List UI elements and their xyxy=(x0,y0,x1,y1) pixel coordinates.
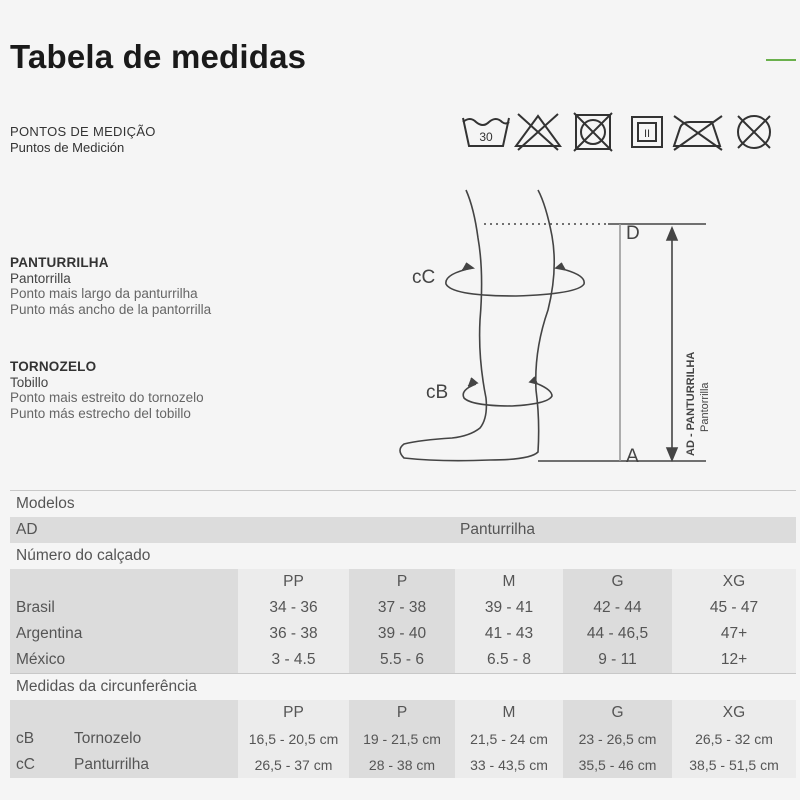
size-header-g: G xyxy=(563,700,672,726)
leg-diagram xyxy=(380,175,800,475)
table-cell: 6.5 - 8 xyxy=(455,647,563,673)
table-cell: 5.5 - 6 xyxy=(349,647,455,673)
table-cell: 35,5 - 46 cm xyxy=(563,752,672,778)
model-name: Panturrilha xyxy=(460,521,535,538)
table-cell: 37 - 38 xyxy=(349,595,455,621)
table-cell: 39 - 41 xyxy=(455,595,563,621)
models-row xyxy=(10,490,796,517)
table-cell: 9 - 11 xyxy=(563,647,672,673)
no-dry-clean-icon xyxy=(738,116,770,148)
circ-code: cC xyxy=(16,756,35,773)
ankle-info xyxy=(10,359,204,421)
label-a: A xyxy=(626,446,639,467)
label-cb: cB xyxy=(426,382,449,403)
vertical-label-light: Pantorrilla xyxy=(699,382,711,432)
country-mexico: México xyxy=(10,647,238,673)
calf-circumference xyxy=(446,268,584,296)
calf-desc-pt: Ponto mais largo da panturrilha xyxy=(10,286,198,301)
circ-code: cB xyxy=(16,730,35,747)
models-label: Modelos xyxy=(16,495,75,512)
table-cell: 26,5 - 37 cm xyxy=(238,752,349,778)
circ-row-label-cc xyxy=(10,752,238,778)
page-title: Tabela de medidas xyxy=(10,38,307,75)
circ-name: Panturrilha xyxy=(74,756,149,773)
calf-arrow-right xyxy=(556,263,566,270)
dry-mark-label: II xyxy=(643,128,651,140)
ankle-title: TORNOZELO xyxy=(10,359,97,374)
no-iron-icon xyxy=(674,116,722,150)
circumference-row xyxy=(10,673,796,700)
wash-temp-label: 30 xyxy=(479,130,493,144)
country-brasil: Brasil xyxy=(10,595,238,621)
calf-title: PANTURRILHA xyxy=(10,255,109,270)
size-header-g: G xyxy=(563,569,672,595)
accent-line xyxy=(766,59,796,61)
table-cell: 21,5 - 24 cm xyxy=(455,726,563,752)
size-header-m: M xyxy=(455,569,563,595)
size-header-xg: XG xyxy=(672,700,796,726)
size-header-pp: PP xyxy=(238,569,349,595)
ankle-desc-pt: Ponto mais estreito do tornozelo xyxy=(10,390,204,405)
measurement-points-subtitle: Puntos de Medición xyxy=(10,140,125,155)
shoe-size-grid xyxy=(10,569,796,673)
table-cell: 3 - 4.5 xyxy=(238,647,349,673)
table-cell: 23 - 26,5 cm xyxy=(563,726,672,752)
table-cell: 26,5 - 32 cm xyxy=(672,726,796,752)
no-bleach-icon xyxy=(516,114,560,150)
circumference-grid xyxy=(10,700,796,778)
no-tumble-dry-icon xyxy=(574,113,612,151)
calf-arrow-left xyxy=(462,263,473,270)
size-header-xg: XG xyxy=(672,569,796,595)
table-cell: 41 - 43 xyxy=(455,621,563,647)
table-cell: 39 - 40 xyxy=(349,621,455,647)
shoe-size-label: Número do calçado xyxy=(16,547,151,564)
calf-desc-es: Punto más ancho de la pantorrilla xyxy=(10,301,212,317)
size-header-pp: PP xyxy=(238,700,349,726)
circ-row-label-cb xyxy=(10,726,238,752)
table-cell: 47+ xyxy=(672,621,796,647)
circumference-label: Medidas da circunferência xyxy=(16,678,197,695)
measurement-points-title: PONTOS DE MEDIÇÃO xyxy=(10,124,156,139)
country-argentina: Argentina xyxy=(10,621,238,647)
circ-name: Tornozelo xyxy=(74,730,142,747)
length-arrow-bottom xyxy=(667,448,677,460)
size-table xyxy=(10,490,796,778)
table-cell: 33 - 43,5 cm xyxy=(455,752,563,778)
ankle-desc-es: Punto más estrecho del tobillo xyxy=(10,405,191,421)
leg-outline xyxy=(400,190,554,461)
wash-30-icon xyxy=(463,118,509,146)
label-cc: cC xyxy=(412,267,436,288)
table-cell: 19 - 21,5 cm xyxy=(349,726,455,752)
size-header-p: P xyxy=(349,700,455,726)
table-cell: 12+ xyxy=(672,647,796,673)
table-cell: 38,5 - 51,5 cm xyxy=(672,752,796,778)
size-header-p: P xyxy=(349,569,455,595)
ankle-arrow-right xyxy=(530,377,538,384)
table-cell: 28 - 38 cm xyxy=(349,752,455,778)
shoe-size-row xyxy=(10,543,796,569)
ankle-circumference xyxy=(463,384,552,406)
vertical-label-bold: AD - PANTURRILHA xyxy=(685,351,697,456)
calf-info xyxy=(10,255,211,317)
ankle-name-es: Tobillo xyxy=(10,374,49,390)
table-cell: 16,5 - 20,5 cm xyxy=(238,726,349,752)
care-icons xyxy=(460,110,790,154)
dry-flat-icon xyxy=(632,117,662,147)
label-d: D xyxy=(626,223,640,244)
calf-name-es: Pantorrilla xyxy=(10,270,71,286)
size-header-m: M xyxy=(455,700,563,726)
model-ad-row xyxy=(10,517,796,543)
table-cell: 34 - 36 xyxy=(238,595,349,621)
table-cell: 36 - 38 xyxy=(238,621,349,647)
table-cell: 42 - 44 xyxy=(563,595,672,621)
table-cell: 45 - 47 xyxy=(672,595,796,621)
model-code: AD xyxy=(16,521,38,538)
table-cell: 44 - 46,5 xyxy=(563,621,672,647)
length-arrow-top xyxy=(667,228,677,240)
